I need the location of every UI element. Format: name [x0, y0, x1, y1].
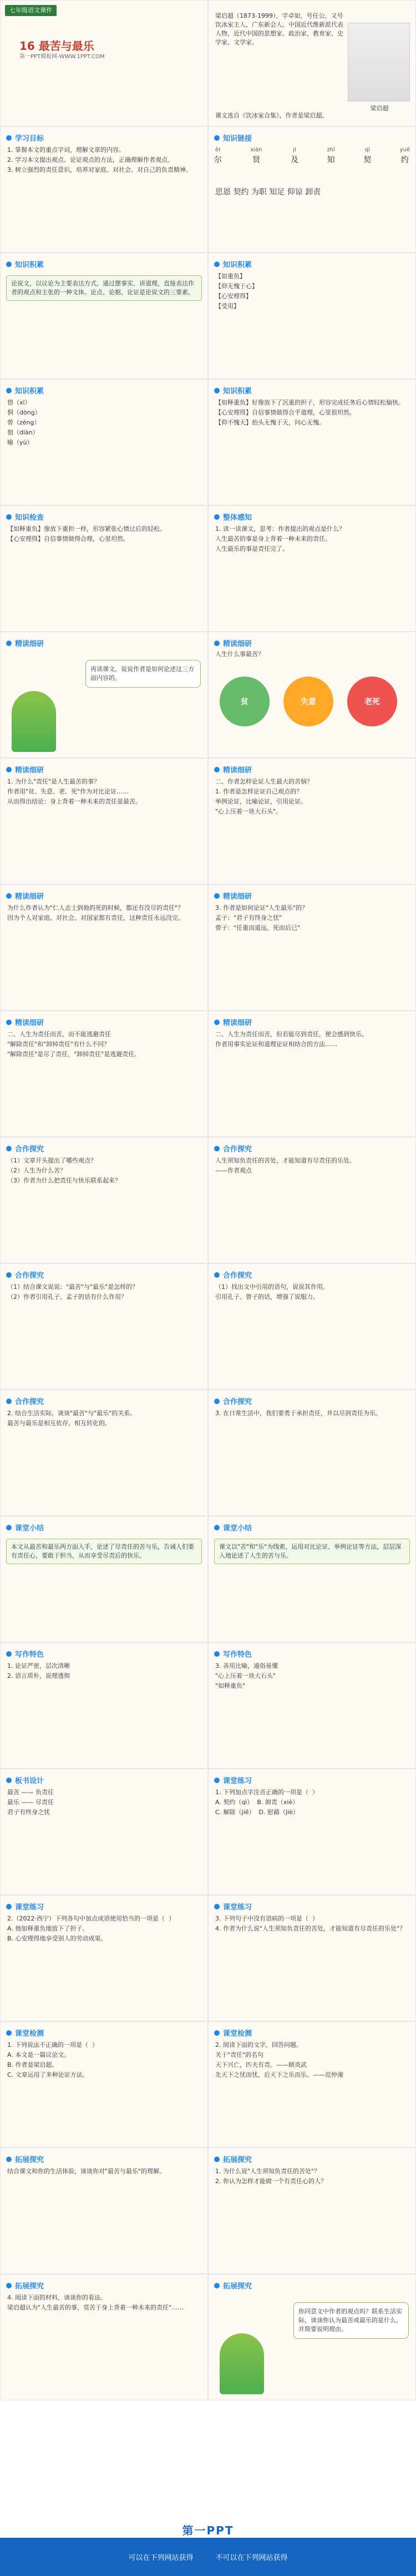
heading-text: 合作探究: [223, 1145, 252, 1154]
section-heading: [214, 2280, 252, 2291]
content-line: 人生最乐的事是责任完了。: [215, 545, 288, 552]
heading-text: 学习目标: [15, 135, 44, 143]
section-heading: [214, 1648, 252, 1659]
slide-content: [215, 2040, 409, 2081]
pinyin-text: zhī: [327, 147, 335, 153]
slide-paper: [209, 1517, 415, 1642]
heading-text: 合作探究: [15, 1145, 44, 1154]
pinyin-text: ěr: [215, 147, 221, 153]
heading-text: 合作探究: [223, 1272, 252, 1280]
footer-bar: [0, 2538, 416, 2576]
heading-bullet-icon: [214, 135, 220, 141]
slide-21: [0, 1263, 208, 1390]
content-line: 【仰无愧于心】: [215, 283, 258, 290]
heading-text: 拓展探究: [15, 2282, 44, 2291]
section-heading: [214, 1143, 252, 1154]
slide-37: [0, 2274, 208, 2400]
slide-content: [7, 776, 201, 807]
heading-text: 精读细研: [15, 893, 44, 901]
content-line: ——作者观点: [215, 1167, 252, 1174]
section-heading: [6, 890, 44, 901]
hanzi-text: 尔: [214, 156, 222, 165]
content-line: 孟子："君子有终身之忧": [215, 914, 282, 921]
heading-text: 精读细研: [15, 1019, 44, 1027]
heading-text: 知识积累: [15, 261, 44, 269]
slide-15: [0, 884, 208, 1011]
char-item: 惜（xī）: [7, 399, 31, 406]
section-heading: [214, 511, 252, 522]
heading-text: 知识积累: [15, 387, 44, 396]
heading-bullet-icon: [214, 1020, 220, 1025]
heading-bullet-icon: [6, 767, 12, 772]
section-heading: [6, 385, 44, 396]
slide-6: [208, 253, 416, 379]
heading-bullet-icon: [214, 2030, 220, 2036]
char-item: 佃（diàn）: [7, 429, 39, 436]
slide-33: [0, 2021, 208, 2148]
slide-19: [0, 1137, 208, 1263]
content-line: 2. 阅读下面的文字，回答问题。: [215, 2041, 302, 2048]
heading-text: 合作探究: [15, 1398, 44, 1406]
content-line: 关于"责任"的名句: [215, 2051, 264, 2058]
section-heading: [214, 2027, 252, 2038]
slide-26: [208, 1516, 416, 1642]
content-line: 曾子："任重而道远，死而后已": [215, 924, 301, 931]
content-line: 人生须知负责任的苦处，才能知道有尽责任的乐处。: [215, 1157, 356, 1164]
heading-bullet-icon: [6, 1020, 12, 1025]
heading-text: 精读细研: [15, 766, 44, 775]
slide-1: [0, 0, 208, 126]
slide-8: [208, 379, 416, 505]
slide-31: [0, 1895, 208, 2021]
content-line: 君子有终身之忧: [7, 1809, 50, 1816]
section-heading: [6, 2154, 44, 2164]
slide-34: [208, 2021, 416, 2148]
heading-bullet-icon: [214, 1525, 220, 1530]
slide-content: [7, 2040, 201, 2081]
heading-text: 合作探究: [223, 1398, 252, 1406]
section-heading: [6, 259, 44, 269]
section-heading: [214, 638, 252, 648]
heading-bullet-icon: [6, 1525, 12, 1530]
content-line: A. 他如释重负地放下了担子。: [7, 1925, 89, 1932]
author-bio: 梁启超（1873-1999），字卓如，号任公，又号饮冰室主人，广东新会人。中国近代维新派代表人物，近代中国的思想家、政治家、教育家、史学家、文学家。: [215, 12, 343, 46]
slide-36: [208, 2148, 416, 2274]
content-line: 最苦 —— 负责任: [7, 1789, 54, 1796]
section-heading: [6, 764, 44, 775]
slide-content: [7, 903, 201, 924]
heading-text: 课堂小结: [15, 1524, 44, 1533]
teacher-figure-icon: [220, 2333, 264, 2394]
author-portrait: [348, 23, 410, 101]
pinyin-cell: [363, 147, 371, 165]
hanzi-text: 知: [327, 156, 335, 165]
heading-text: 拓展探究: [223, 2156, 252, 2164]
heading-bullet-icon: [6, 2283, 12, 2288]
content-line: 2. 你认为怎样才能做一个有责任心的人？: [215, 2178, 327, 2185]
heading-bullet-icon: [6, 262, 12, 267]
slide-content: [215, 2166, 409, 2187]
content-line: 最乐 —— 尽责任: [7, 1799, 54, 1806]
heading-bullet-icon: [6, 1399, 12, 1404]
heading-text: 课堂练习: [223, 1777, 252, 1785]
heading-bullet-icon: [6, 1146, 12, 1151]
source-note: 课文选自《饮冰室合集》，作者是梁启超。: [215, 112, 328, 119]
content-line: 【受用】: [215, 303, 240, 310]
slide-content: [215, 903, 409, 934]
hanzi-text: 契: [363, 156, 372, 165]
slide-content: [7, 1661, 201, 1682]
heading-bullet-icon: [214, 2157, 220, 2162]
content-line: 【如释重负】像放下重担一样，形容紧张心情过后的轻松。: [7, 525, 166, 532]
slide-16: [208, 884, 416, 1011]
heading-bullet-icon: [214, 388, 220, 393]
slide-24: [208, 1390, 416, 1516]
slide-12: [208, 632, 416, 758]
content-line: （1）结合课文说说："最苦"与"最乐"是怎样的？: [7, 1283, 139, 1290]
heading-bullet-icon: [214, 514, 220, 520]
footer-left-text: 可以在下列网站获得: [128, 2554, 194, 2562]
content-line: 1. 论证严密，层次清晰: [7, 1662, 70, 1669]
content-line: 2. 学习本文提出观点、论证观点的方法，正确理解作者观点。: [7, 156, 174, 163]
content-line: 梁启超认为"人生最苦的事，莫苦于身上背着一种未来的责任"……: [7, 2304, 184, 2311]
slide-content: [7, 1787, 201, 1818]
content-line: C. 解除（jiě） D. 慰藉（jiè）: [215, 1809, 299, 1816]
slide-paper: [1, 1, 207, 126]
content-line: "解除责任"和"卸掉责任"有什么不同？: [7, 1041, 110, 1048]
section-heading: [6, 1522, 44, 1533]
section-heading: [6, 1901, 44, 1912]
vocab-words: 思恩 契约 为职 知足 仰谅 卸责: [215, 188, 321, 197]
section-heading: [214, 1017, 252, 1027]
content-line: 【仰不愧天】抬头无愧于天，问心无愧。: [215, 419, 325, 426]
content-line: 【如释重负】好像放下了沉重的担子，形容完成任务后心情轻松愉快。: [215, 399, 404, 406]
cover-tag: 七年级语文课件: [5, 5, 57, 16]
heading-bullet-icon: [214, 1778, 220, 1783]
content-line: A. 本文是一篇议论文。: [7, 2051, 70, 2058]
content-line: C. 文章运用了多种论证方法。: [7, 2071, 89, 2078]
content-line: "如释重负": [215, 1682, 246, 1689]
slide-7: [0, 379, 208, 505]
section-heading: [214, 764, 252, 775]
heading-text: 知识积累: [223, 387, 252, 396]
content-line: （2）人生为什么苦？: [7, 1167, 66, 1174]
hanzi-text: 约: [400, 156, 409, 165]
pinyin-text: qì: [364, 147, 370, 153]
heading-text: 板书设计: [15, 1777, 44, 1785]
content-line: 1. 为什么"责任"是人生最苦的事？: [7, 778, 100, 785]
slide-35: [0, 2148, 208, 2274]
content-line: 1. 读一读课文，思考：作者提出的观点是什么？: [215, 525, 345, 532]
content-line: 4. 作者为什么说"人生须知负责任的苦处，才能知道有尽责任的乐处"？: [215, 1925, 406, 1932]
char-list: [7, 397, 201, 448]
section-heading: [6, 1269, 44, 1280]
heading-text: 精读细研: [223, 893, 252, 901]
pinyin-cell: [291, 147, 298, 165]
footer-right-text: 不可以在下列网站获得: [215, 2554, 288, 2562]
slide-32: [208, 1895, 416, 2021]
section-heading: [214, 259, 252, 269]
content-line: （2）作者引用孔子、孟子的话有什么作用？: [7, 1293, 127, 1300]
speech-bubble: 再读课文，说说作者是如何论述这三方面内容的。: [85, 660, 201, 688]
content-line: A. 契约（qì） B. 卸责（xiè）: [215, 1799, 299, 1806]
slide-content: [215, 1282, 409, 1303]
pinyin-cell: [327, 147, 334, 165]
heading-text: 合作探究: [15, 1272, 44, 1280]
section-heading: [214, 1522, 252, 1533]
heading-text: 知识链接: [223, 135, 252, 143]
heading-bullet-icon: [6, 1272, 12, 1278]
slide-content: [7, 524, 201, 545]
char-item: 恫（dòng）: [7, 409, 41, 416]
heading-bullet-icon: [214, 767, 220, 772]
heading-bullet-icon: [214, 1651, 220, 1657]
content-line: 【心安理得】: [215, 293, 252, 300]
section-heading: [6, 2280, 44, 2291]
content-line: 4. 阅读下面的材料，谈谈你的看法。: [7, 2294, 106, 2301]
summary-box: 论说文，以议论为主要表达方式，通过摆事实、讲道理，直接表达作者的观点和主张的一种文体。论点、论据、论证是论说文的三要素。: [6, 275, 202, 301]
section-heading: [6, 638, 44, 648]
content-line: "解除责任"是尽了责任，"卸掉责任"是逃避责任。: [7, 1051, 141, 1058]
slide-content: [7, 1029, 201, 1060]
heading-text: 拓展探究: [223, 2282, 252, 2291]
slide-11: [0, 632, 208, 758]
hanzi-text: 及: [290, 156, 298, 165]
slide-content: [215, 1155, 409, 1176]
pinyin-text: jí: [293, 147, 296, 153]
slide-20: [208, 1137, 416, 1263]
char-item: 曾（zēng）: [7, 419, 40, 426]
cover-title: 16 最苦与最乐: [19, 39, 94, 53]
section-heading: [214, 1269, 252, 1280]
content-line: 作者用事实论证和道理论证相结合的方法……: [215, 1041, 337, 1048]
heading-text: 知识积累: [223, 261, 252, 269]
heading-bullet-icon: [214, 2283, 220, 2288]
content-line: 二、人生为责任而苦，而不能逃避责任: [7, 1031, 111, 1038]
heading-bullet-icon: [6, 1904, 12, 1909]
content-line: 1. 下列说法不正确的一项是（ ）: [7, 2041, 98, 2048]
slide-content: [215, 397, 409, 428]
heading-text: 课堂检测: [15, 2030, 44, 2038]
section-heading: [6, 2027, 44, 2038]
content-line: "心上压着一块大石头": [215, 1672, 276, 1679]
slide-27: [0, 1642, 208, 1769]
heading-text: 写作特色: [223, 1651, 252, 1659]
cover-subtitle: 第一PPT模板网-WWW.1PPT.COM: [19, 54, 105, 60]
content-line: 因为个人对家庭、对社会、对国家都有责任，这种责任永远没完。: [7, 914, 184, 921]
content-line: 【如重负】: [215, 273, 246, 280]
hanzi-text: 贤: [252, 156, 260, 165]
slide-5: [0, 253, 208, 379]
content-line: 引用孔子、曾子的话，增强了说服力。: [215, 1293, 319, 1300]
content-line: "心上压着一块大石头"。: [215, 808, 282, 815]
content-line: 人生最苦的事是身上背着一种未来的责任。: [215, 535, 331, 542]
section-heading: [214, 132, 252, 143]
heading-bullet-icon: [6, 388, 12, 393]
slide-content: [7, 1408, 201, 1429]
content-line: 3. 善用比喻，通俗易懂: [215, 1662, 278, 1669]
heading-bullet-icon: [214, 1272, 220, 1278]
pinyin-cell: [250, 147, 262, 165]
slide-content: [215, 1029, 409, 1050]
slide-10: [208, 505, 416, 632]
heading-text: 精读细研: [223, 640, 252, 648]
slide-content: [7, 2166, 201, 2177]
slide-content: [215, 524, 409, 555]
pinyin-text: yuē: [399, 147, 410, 153]
content-line: 【心安理得】自信事情做得合理，心里坦然。: [7, 535, 129, 542]
heading-bullet-icon: [6, 2157, 12, 2162]
summary-box: 课文以"苦"和"乐"为线索，运用对比论证、举例论证等方法，层层深入地论述了人生的苦与乐。: [214, 1539, 410, 1564]
section-heading: [6, 511, 44, 522]
section-heading: [214, 1396, 252, 1406]
concept-circle: 贫: [220, 677, 270, 726]
heading-text: 精读细研: [223, 766, 252, 775]
slide-38: [208, 2274, 416, 2400]
heading-bullet-icon: [214, 262, 220, 267]
slide-18: [208, 1011, 416, 1137]
content-line: 2. 结合生活实际，谈谈"最苦"与"最乐"的关系。: [7, 1410, 136, 1417]
heading-bullet-icon: [214, 1399, 220, 1404]
slide-23: [0, 1390, 208, 1516]
slide-17: [0, 1011, 208, 1137]
section-heading: [6, 132, 44, 143]
content-line: B. 心安理得地享受别人的劳动成果。: [7, 1935, 107, 1942]
content-line: 先天下之忧而忧，后天下之乐而乐。——范仲淹: [215, 2071, 343, 2078]
section-heading: [214, 385, 252, 396]
slide-13: [0, 758, 208, 884]
section-heading: [214, 2154, 252, 2164]
section-heading: [214, 1775, 252, 1785]
content-line: 1. 下列加点字注音正确的一项是（ ）: [215, 1789, 318, 1796]
heading-bullet-icon: [6, 514, 12, 520]
content-line: 从而得出结论：身上背着一种未来的责任是最苦。: [7, 798, 141, 805]
teacher-figure-icon: [12, 691, 56, 752]
heading-text: 课堂检测: [223, 2030, 252, 2038]
slide-content: [215, 1787, 409, 1818]
content-line: （1）找出文中引用的语句，说说其作用。: [215, 1283, 329, 1290]
slide-content: [7, 2292, 201, 2313]
content-line: 2.（2022·西宁）下列各句中加点成语使用恰当的一项是（ ）: [7, 1915, 175, 1922]
content-line: （1）文章开头提出了哪些观点？: [7, 1157, 97, 1164]
slide-content: [7, 1913, 201, 1944]
heading-text: 拓展探究: [15, 2156, 44, 2164]
content-line: 【心安理得】自信事情做得合乎道理，心里很坦然。: [215, 409, 356, 416]
content-line: 举例论证，比喻论证，引用论证。: [215, 798, 307, 805]
heading-bullet-icon: [214, 1904, 220, 1909]
slide-9: [0, 505, 208, 632]
pinyin-cell: [400, 147, 410, 165]
content-line: 结合课文和你的生活体验，谈谈你对"最苦与最乐"的理解。: [7, 2168, 166, 2175]
speech-bubble: 你同意文中作者的观点吗？联系生活实际，谈谈你认为最苦或最乐的是什么，并简要说明理由。: [293, 2302, 409, 2339]
pinyin-cell: [214, 147, 222, 165]
slide-content: [7, 1155, 201, 1186]
heading-bullet-icon: [214, 641, 220, 646]
slide-content: [215, 1408, 409, 1419]
heading-bullet-icon: [6, 893, 12, 899]
content-line: 2. 语言质朴，说理透彻: [7, 1672, 70, 1679]
slide-content: [215, 1913, 409, 1934]
section-heading: [6, 1143, 44, 1154]
content-line: 3. 在日常生活中，我们要勇于承担责任，并以尽到责任为乐。: [215, 1410, 382, 1417]
slide-content: [7, 1282, 201, 1303]
slide-3: [0, 126, 208, 253]
author-name: 梁启超: [370, 105, 389, 112]
slide-content: [7, 145, 201, 176]
concept-circle: 老死: [347, 677, 397, 726]
section-heading: [6, 1775, 44, 1785]
content-line: 为什么作者认为"仁人志士到他的死的时候，都还有没尽的责任"？: [7, 904, 184, 911]
slide-content: [215, 271, 409, 312]
content-line: 3. 下列句子中没有语病的一项是（ ）: [215, 1915, 318, 1922]
content-line: 3. 作者是如何论证"人生最乐"的？: [215, 904, 308, 911]
content-line: 天下兴亡，匹夫有责。——顾炎武: [215, 2061, 307, 2068]
concept-circle: 失意: [283, 677, 333, 726]
content-line: 3. 树立强烈的责任意识，培养对家庭、对社会、对自己的负责精神。: [7, 166, 192, 173]
content-line: 作者用"贫、失意、老、死"作为对比论证……: [7, 788, 129, 795]
slide-4: [208, 126, 416, 253]
heading-text: 精读细研: [223, 1019, 252, 1027]
section-heading: [6, 1017, 44, 1027]
slide-30: [208, 1769, 416, 1895]
content-line: 二、作者怎样论证人生最大的苦恼？: [215, 778, 313, 785]
heading-bullet-icon: [6, 2030, 12, 2036]
question-text: 人生什么事最苦？: [215, 651, 264, 658]
heading-text: 整体感知: [223, 514, 252, 522]
heading-bullet-icon: [214, 893, 220, 899]
pinyin-row: [214, 147, 410, 165]
heading-text: 课堂练习: [15, 1903, 44, 1912]
section-heading: [214, 1901, 252, 1912]
heading-bullet-icon: [6, 1778, 12, 1783]
content-line: 1. 作者是怎样论证自己观点的？: [215, 788, 302, 795]
heading-bullet-icon: [6, 135, 12, 141]
slide-paper: [1, 253, 207, 378]
section-heading: [214, 890, 252, 901]
content-line: 1. 为什么说"人生须知负责任的苦处"？: [215, 2168, 321, 2175]
heading-text: 知识检查: [15, 514, 44, 522]
section-heading: [6, 1648, 44, 1659]
heading-bullet-icon: [6, 1651, 12, 1657]
content-line: （3）作者为什么把责任与快乐联系起来？: [7, 1177, 121, 1184]
slide-14: [208, 758, 416, 884]
char-item: 喻（yù）: [7, 439, 33, 446]
pinyin-text: xián: [250, 147, 262, 153]
slide-paper: [1, 1517, 207, 1642]
slide-content: [215, 776, 409, 817]
content-line: B. 作者是梁启超。: [7, 2061, 58, 2068]
slide-28: [208, 1642, 416, 1769]
slide-content: [215, 1661, 409, 1692]
heading-text: 课堂小结: [223, 1524, 252, 1533]
slide-22: [208, 1263, 416, 1390]
heading-text: 精读细研: [15, 640, 44, 648]
ppt-logo: 第一PPT: [182, 2523, 234, 2537]
heading-text: 写作特色: [15, 1651, 44, 1659]
heading-bullet-icon: [6, 641, 12, 646]
section-heading: [6, 1396, 44, 1406]
content-line: 1. 掌握本文的重点字词，理解文章的内容。: [7, 146, 125, 153]
content-line: 二、人生为责任而苦，但若能尽到责任，便会感到快乐。: [215, 1031, 368, 1038]
slide-25: [0, 1516, 208, 1642]
content-line: 最苦与最乐是相互依存、相互转化的。: [7, 1420, 111, 1427]
slide-2: [208, 0, 416, 126]
heading-text: 课堂练习: [223, 1903, 252, 1912]
slide-29: [0, 1769, 208, 1895]
heading-bullet-icon: [214, 1146, 220, 1151]
summary-box: 本文从最苦和最乐两方面入手，论述了尽责任的苦与乐，告诫人们要有责任心，要敢于担当，从而享受尽责后的快乐。: [6, 1539, 202, 1564]
